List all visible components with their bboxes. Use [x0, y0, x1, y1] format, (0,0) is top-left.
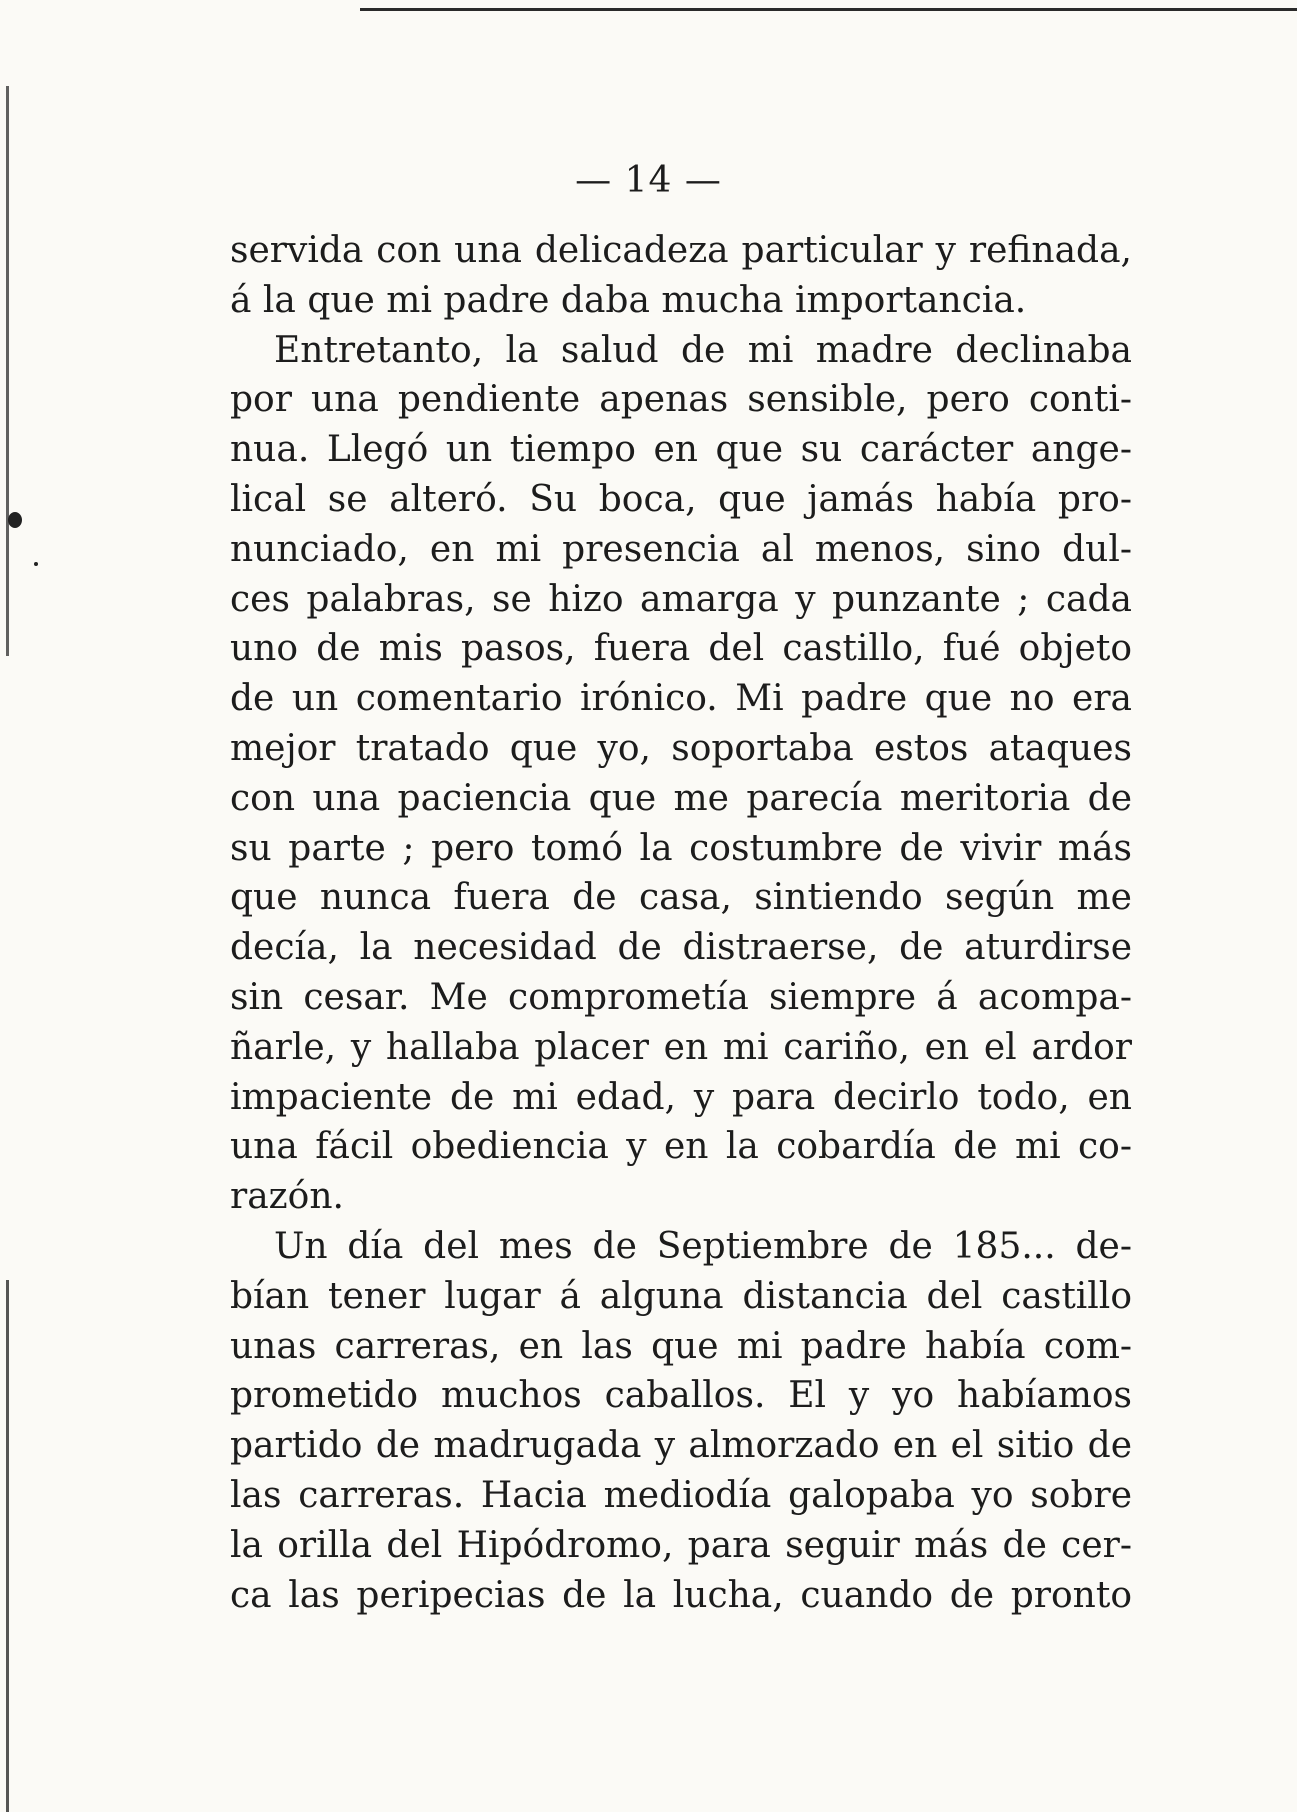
text-line: nunciado, en mi presencia al menos, sino dul- [230, 528, 1132, 570]
text-line: Entretanto, la salud de mi madre declinaba [274, 329, 1132, 371]
text-line: las carreras. Hacia mediodía galopaba yo sobre [230, 1474, 1132, 1516]
text-line: uno de mis pasos, fuera del castillo, fué objeto [230, 628, 1132, 670]
text-line: con una paciencia que me parecía meritoria de [230, 777, 1132, 819]
text-line: sin cesar. Me comprometía siempre á acompa- [230, 976, 1132, 1018]
text-line: partido de madrugada y almorzado en el sitio de [230, 1425, 1132, 1467]
text-line: mejor tratado que yo, soportaba estos ataques [230, 727, 1132, 769]
text-line: impaciente de mi edad, y para decirlo todo, en [230, 1076, 1132, 1118]
text-line: la orilla del Hipódromo, para seguir más de cer- [230, 1524, 1132, 1566]
text-line: una fácil obediencia y en la cobardía de mi co- [230, 1126, 1132, 1168]
text-line: nua. Llegó un tiempo en que su carácter ange- [230, 429, 1132, 471]
body-text [230, 226, 1132, 1620]
text-line: de un comentario irónico. Mi padre que no era [230, 678, 1132, 720]
text-line: á la que mi padre daba mucha importancia. [230, 279, 1027, 321]
text-line: ces palabras, se hizo amarga y punzante ; cada [230, 578, 1132, 620]
scan-speck [8, 512, 22, 528]
text-line: Un día del mes de Septiembre de 185... de- [274, 1225, 1132, 1267]
text-line: su parte ; pero tomó la costumbre de vivir más [230, 827, 1132, 869]
text-line: servida con una delicadeza particular y refinada, [230, 230, 1132, 271]
text-line: bían tener lugar á alguna distancia del castillo [230, 1275, 1132, 1317]
text-line: lical se alteró. Su boca, que jamás había pro- [230, 478, 1132, 520]
top-rule [360, 8, 1297, 11]
text-line: que nunca fuera de casa, sintiendo según me [230, 877, 1132, 919]
text-line: ñarle, y hallaba placer en mi cariño, en el ardor [230, 1026, 1132, 1068]
text-line: por una pendiente apenas sensible, pero conti- [230, 379, 1132, 421]
scan-speck [34, 562, 38, 566]
text-line: decía, la necesidad de distraerse, de aturdirse [230, 927, 1132, 969]
text-line: unas carreras, en las que mi padre había com- [230, 1325, 1132, 1367]
scan-edge-mark [6, 1280, 9, 1812]
text-line: prometido muchos caballos. El y yo habíamos [230, 1375, 1132, 1417]
text-line: razón. [230, 1176, 344, 1218]
text-line: ca las peripecias de la lucha, cuando de pronto [230, 1574, 1132, 1616]
page-number: — 14 — [575, 160, 722, 201]
